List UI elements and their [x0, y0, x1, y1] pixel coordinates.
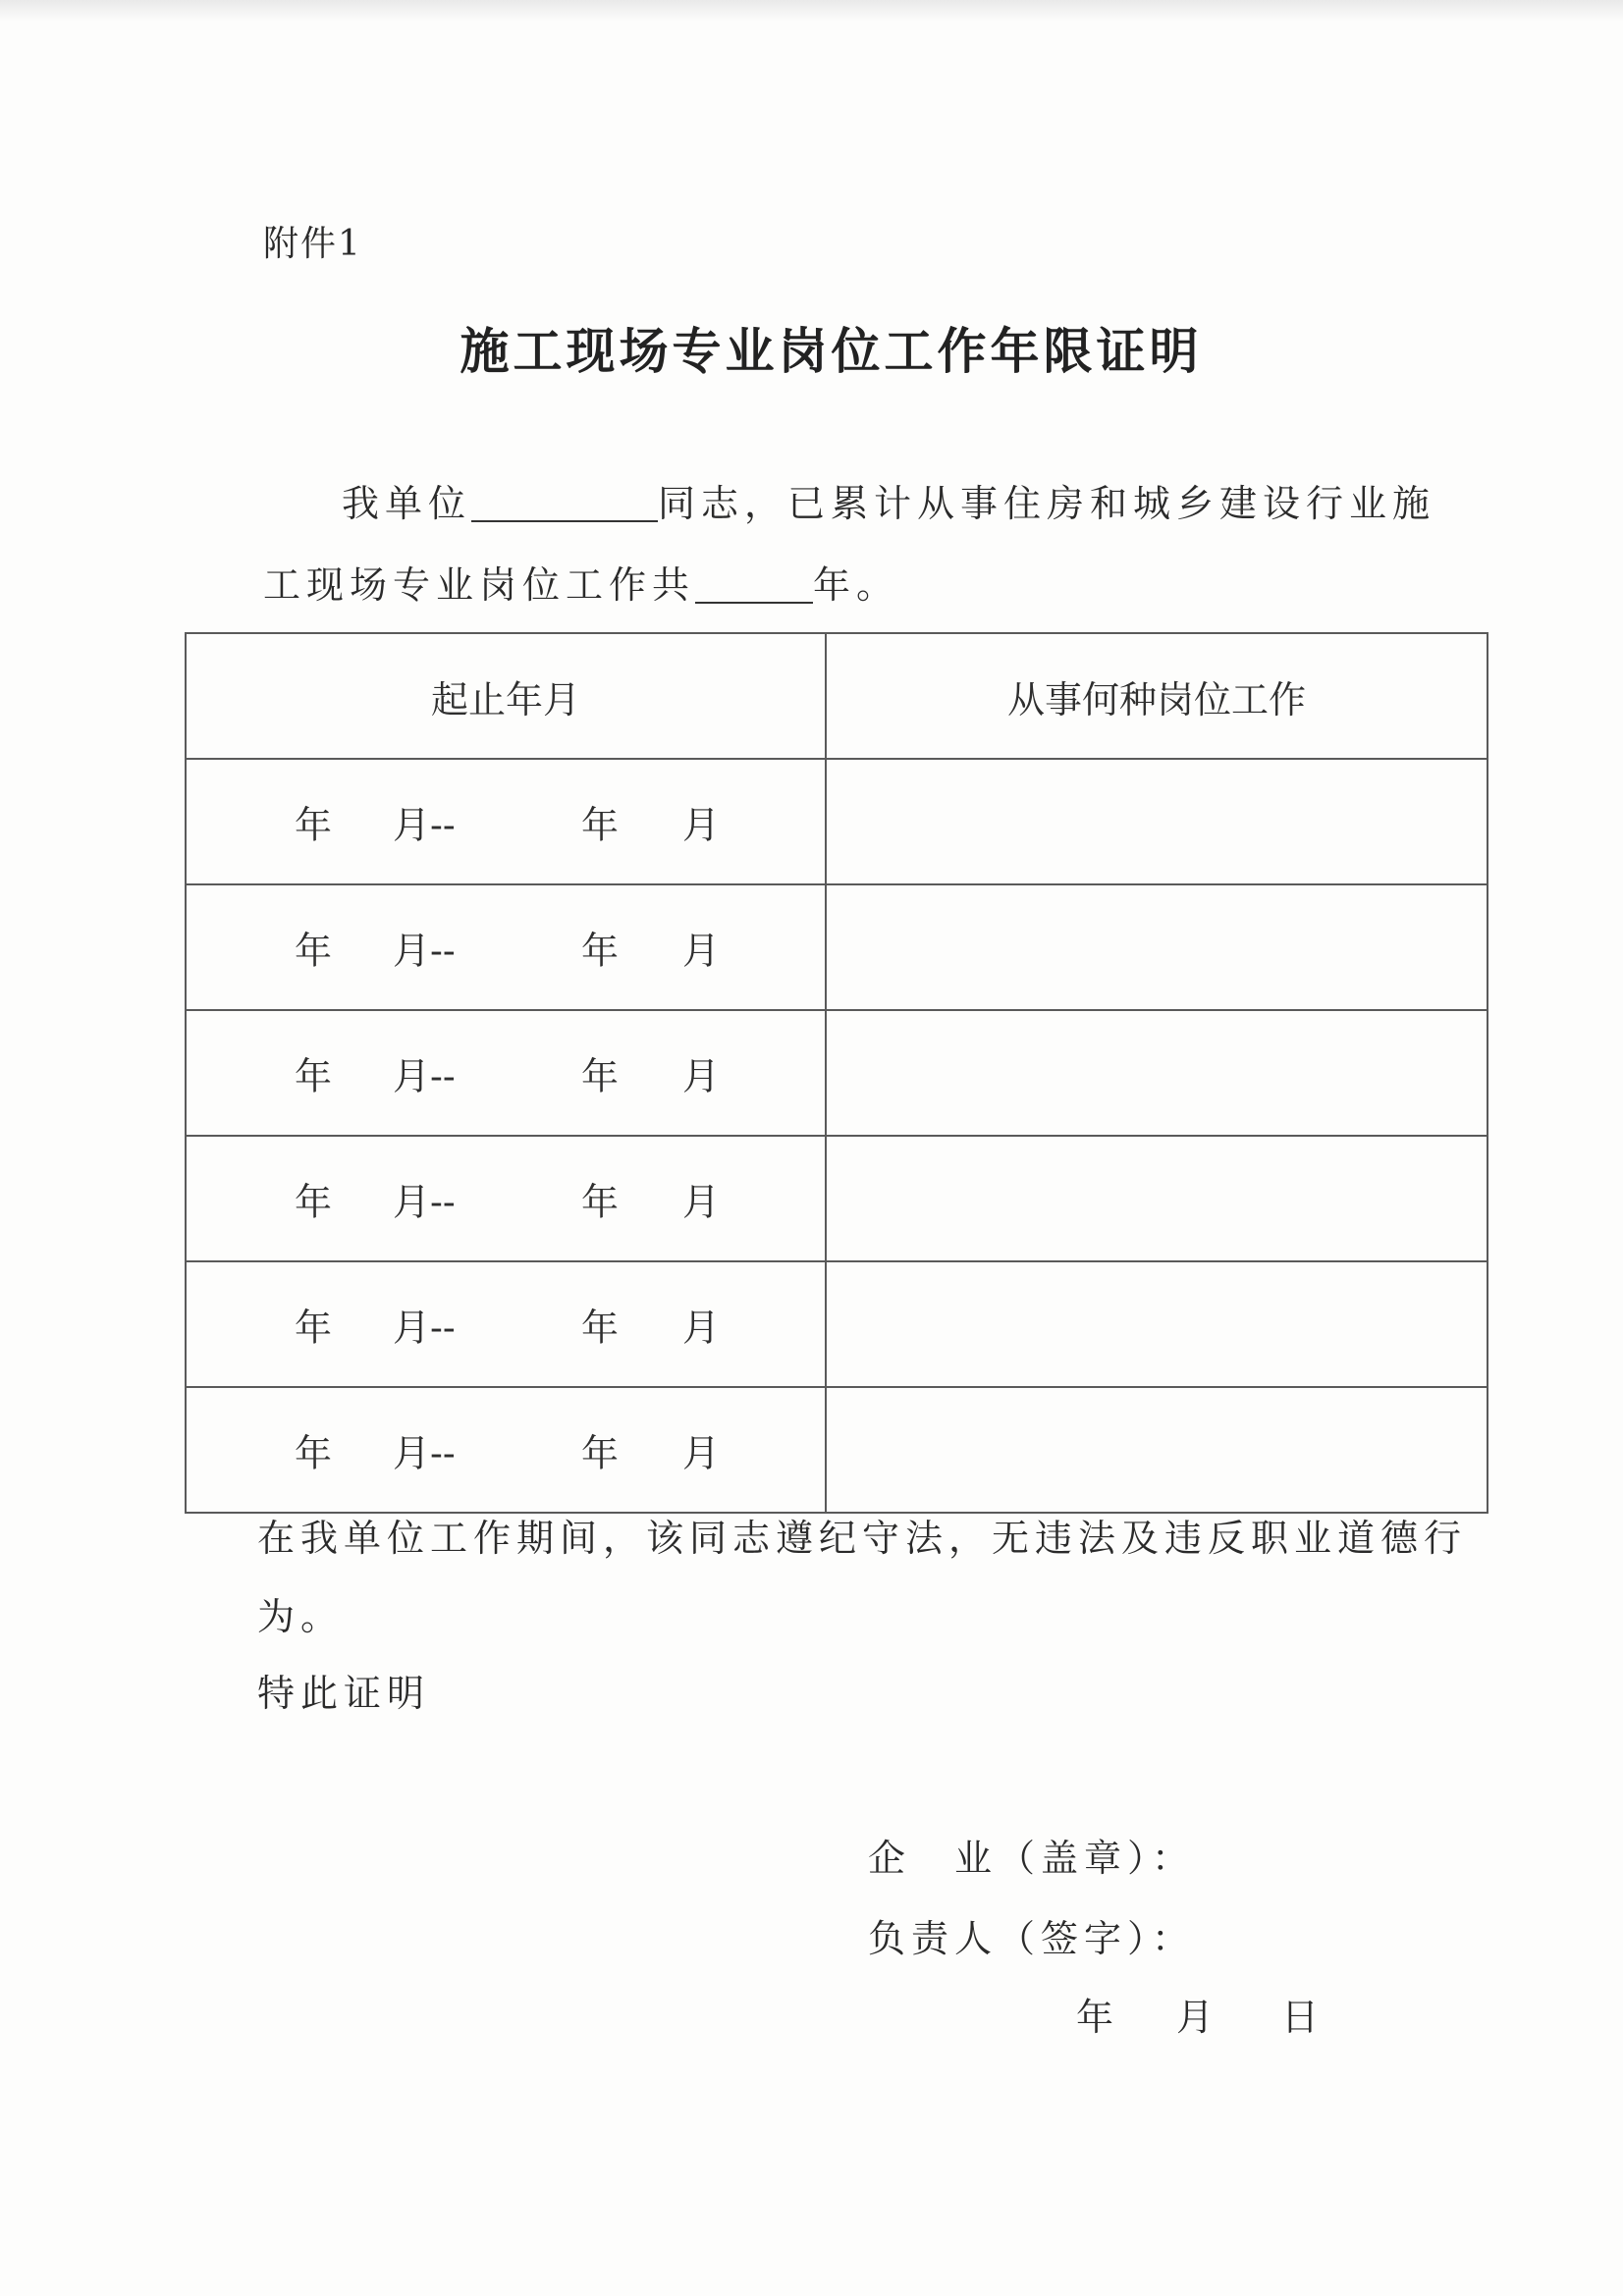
position-cell[interactable]	[826, 1387, 1488, 1513]
end-year-label: 年	[581, 1306, 620, 1350]
start-month-label: 月--	[393, 1054, 456, 1098]
start-month-label: 月--	[393, 803, 456, 847]
end-month-label: 月	[682, 803, 721, 847]
start-month-label: 月--	[393, 1306, 456, 1350]
period-cell[interactable]	[186, 1261, 826, 1387]
start-year-label: 年	[295, 1054, 333, 1098]
position-cell[interactable]	[826, 1010, 1488, 1136]
statement-line-2: 为。	[257, 1595, 345, 1638]
intro-line-2-prefix: 工现场专业岗位工作共	[263, 563, 696, 607]
position-cell[interactable]	[826, 884, 1488, 1010]
start-month-label: 月--	[393, 1431, 456, 1475]
intro-line-1	[342, 482, 1436, 525]
work-record-table	[185, 632, 1488, 1514]
header-period: 起止年月	[186, 633, 826, 759]
intro-line-2-suffix: 年。	[813, 563, 900, 607]
table-row	[186, 759, 1488, 884]
start-year-label: 年	[295, 1180, 333, 1224]
start-year-label: 年	[295, 803, 333, 847]
scan-edge-shading	[0, 0, 1623, 22]
intro-line-1-prefix: 我单位	[342, 482, 472, 525]
start-month-label: 月--	[393, 1180, 456, 1224]
period-cell[interactable]	[186, 1387, 826, 1513]
intro-line-1-suffix: 同志，已累计从事住房和城乡建设行业施	[658, 482, 1436, 525]
sign-date-year: 年	[1076, 1996, 1114, 2039]
attachment-label: 附件1	[263, 224, 362, 264]
period-cell[interactable]	[186, 884, 826, 1010]
end-month-label: 月	[682, 1054, 721, 1098]
closing-phrase: 特此证明	[257, 1672, 431, 1715]
sign-date-month: 月	[1176, 1996, 1215, 2039]
table-row	[186, 1136, 1488, 1261]
responsible-signature-label: 负责人（签字）：	[868, 1917, 1196, 1960]
start-year-label: 年	[295, 1306, 333, 1350]
end-year-label: 年	[581, 929, 620, 973]
total-years-blank[interactable]	[695, 564, 813, 604]
period-cell[interactable]	[186, 1010, 826, 1136]
end-month-label: 月	[682, 1306, 721, 1350]
company-seal-label: 企 业（盖章）：	[868, 1837, 1196, 1880]
end-month-label: 月	[682, 929, 721, 973]
table-header-row	[186, 633, 1488, 759]
start-year-label: 年	[295, 1431, 333, 1475]
intro-line-2	[263, 563, 900, 607]
header-position: 从事何种岗位工作	[826, 633, 1488, 759]
end-month-label: 月	[682, 1431, 721, 1475]
table-row	[186, 1387, 1488, 1513]
end-year-label: 年	[581, 1180, 620, 1224]
end-year-label: 年	[581, 803, 620, 847]
table-row	[186, 1261, 1488, 1387]
position-cell[interactable]	[826, 759, 1488, 884]
period-cell[interactable]	[186, 1136, 826, 1261]
period-cell[interactable]	[186, 759, 826, 884]
document-title: 施工现场专业岗位工作年限证明	[460, 322, 1203, 380]
start-month-label: 月--	[393, 929, 456, 973]
work-record-body	[186, 759, 1488, 1513]
end-year-label: 年	[581, 1054, 620, 1098]
end-month-label: 月	[682, 1180, 721, 1224]
position-cell[interactable]	[826, 1261, 1488, 1387]
table-row	[186, 884, 1488, 1010]
position-cell[interactable]	[826, 1136, 1488, 1261]
start-year-label: 年	[295, 929, 333, 973]
sign-date-day: 日	[1281, 1996, 1320, 2039]
end-year-label: 年	[581, 1431, 620, 1475]
statement-line-1: 在我单位工作期间，该同志遵纪守法，无违法及违反职业道德行	[257, 1517, 1468, 1560]
table-row	[186, 1010, 1488, 1136]
employee-name-blank[interactable]	[471, 483, 658, 522]
